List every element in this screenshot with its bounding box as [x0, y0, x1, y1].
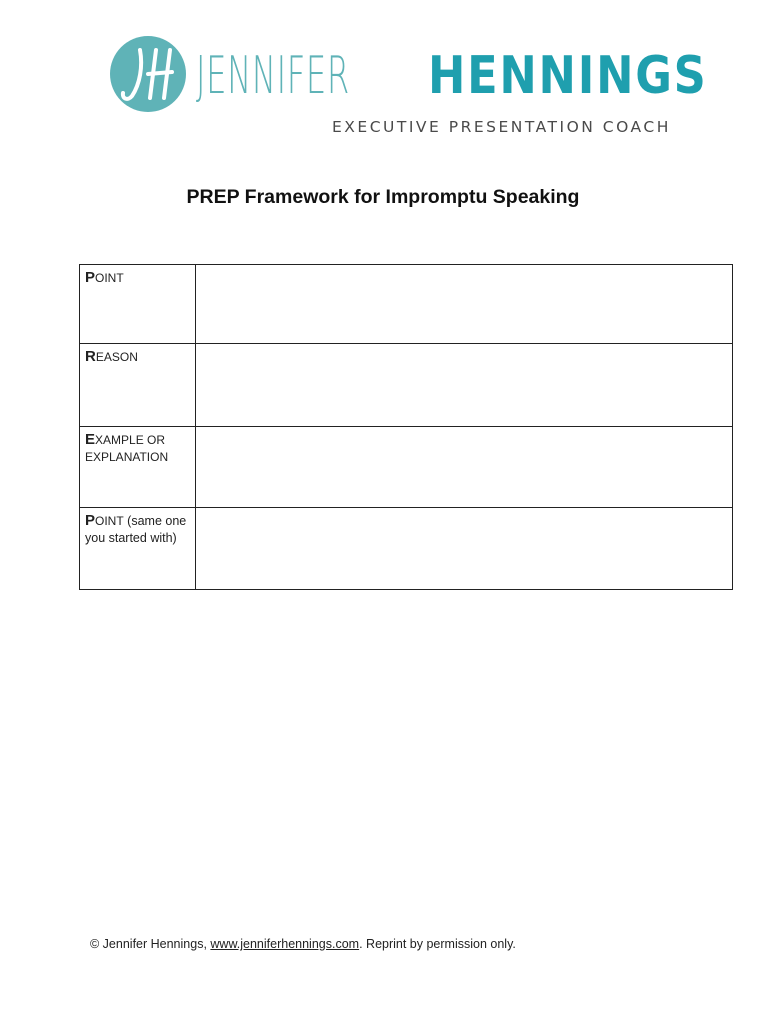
row-label-rest: EASON [95, 350, 138, 364]
logo-tagline: EXECUTIVE PRESENTATION COACH [332, 118, 671, 136]
row-label-rest: XAMPLE OR EXPLANATION [85, 433, 169, 464]
logo-last-name: HENNINGS [428, 46, 708, 106]
response-cell-example[interactable] [196, 427, 733, 508]
copyright-footer [90, 937, 516, 951]
row-label-example [80, 427, 196, 508]
row-initial: E [85, 431, 96, 448]
row-label-reason [80, 344, 196, 427]
prep-table [79, 264, 733, 590]
response-cell-point[interactable] [196, 265, 733, 344]
brand-logo [110, 36, 708, 140]
row-label-point-repeat [80, 508, 196, 590]
monogram-glyph [110, 36, 186, 112]
table-row-point [80, 265, 733, 344]
table-row-point-repeat [80, 508, 733, 590]
table-row-example [80, 427, 733, 508]
row-label-rest: OINT [95, 271, 124, 285]
row-initial: R [85, 348, 96, 365]
logo-first-name: JENNIFER [196, 46, 350, 106]
row-initial: P [85, 512, 96, 529]
footer-suffix: . Reprint by permission only. [359, 937, 516, 951]
row-label-note: (same one you started with) [85, 514, 187, 545]
row-label-rest: OINT [95, 514, 124, 528]
response-cell-reason[interactable] [196, 344, 733, 427]
row-label-point [80, 265, 196, 344]
page-title: PREP Framework for Impromptu Speaking [186, 186, 580, 208]
monogram-logo-icon [110, 36, 186, 112]
response-cell-point-repeat[interactable] [196, 508, 733, 590]
row-initial: P [85, 269, 96, 286]
footer-prefix: © Jennifer Hennings, [90, 937, 211, 951]
table-row-reason [80, 344, 733, 427]
website-link[interactable]: www.jenniferhennings.com [210, 937, 360, 951]
